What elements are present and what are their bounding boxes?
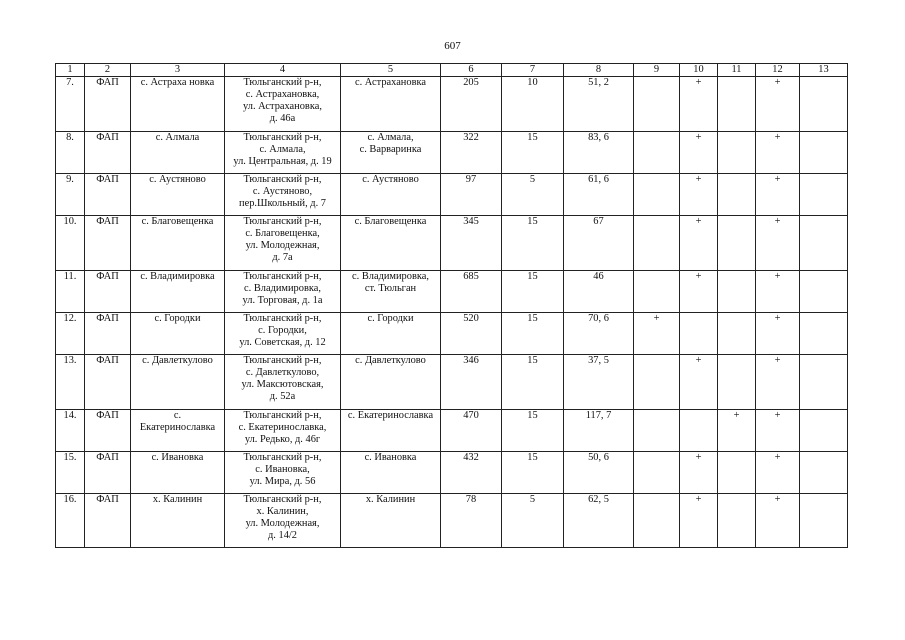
col-9-mark bbox=[634, 494, 680, 548]
facility-type: ФАП bbox=[85, 452, 131, 494]
table-row bbox=[56, 132, 848, 174]
settlement-name: с. Алмала bbox=[131, 132, 225, 174]
col-12-mark: + bbox=[756, 355, 800, 410]
distance: 15 bbox=[502, 410, 564, 452]
served-settlements: с. Екатеринославка bbox=[341, 410, 441, 452]
distance: 15 bbox=[502, 216, 564, 271]
col-11-mark bbox=[718, 77, 756, 132]
population: 346 bbox=[441, 355, 502, 410]
population: 470 bbox=[441, 410, 502, 452]
area: 50, 6 bbox=[564, 452, 634, 494]
column-header: 5 bbox=[341, 64, 441, 77]
col-13-mark bbox=[800, 410, 848, 452]
area: 67 bbox=[564, 216, 634, 271]
distance: 15 bbox=[502, 132, 564, 174]
col-12-mark: + bbox=[756, 271, 800, 313]
facility-type: ФАП bbox=[85, 77, 131, 132]
table-row bbox=[56, 410, 848, 452]
settlement-name: с. Астраха новка bbox=[131, 77, 225, 132]
area: 46 bbox=[564, 271, 634, 313]
col-11-mark bbox=[718, 452, 756, 494]
served-settlements: с. Давлеткулово bbox=[341, 355, 441, 410]
row-number: 12. bbox=[56, 313, 85, 355]
population: 520 bbox=[441, 313, 502, 355]
col-10-mark: + bbox=[680, 452, 718, 494]
col-10-mark: + bbox=[680, 271, 718, 313]
area: 70, 6 bbox=[564, 313, 634, 355]
served-settlements: с. Владимировка, ст. Тюльган bbox=[341, 271, 441, 313]
area: 117, 7 bbox=[564, 410, 634, 452]
col-12-mark: + bbox=[756, 452, 800, 494]
col-10-mark: + bbox=[680, 77, 718, 132]
column-header: 3 bbox=[131, 64, 225, 77]
table-body bbox=[56, 77, 848, 548]
column-header: 10 bbox=[680, 64, 718, 77]
col-13-mark bbox=[800, 132, 848, 174]
address: Тюльганский р-н, с. Астрахановка, ул. Астрахановка, д. 46а bbox=[225, 77, 341, 132]
address: Тюльганский р-н, с. Аустяново, пер.Школьный, д. 7 bbox=[225, 174, 341, 216]
population: 345 bbox=[441, 216, 502, 271]
col-10-mark: + bbox=[680, 174, 718, 216]
address: Тюльганский р-н, с. Владимировка, ул. Торговая, д. 1а bbox=[225, 271, 341, 313]
distance: 15 bbox=[502, 271, 564, 313]
col-12-mark: + bbox=[756, 174, 800, 216]
col-13-mark bbox=[800, 355, 848, 410]
col-12-mark: + bbox=[756, 216, 800, 271]
col-10-mark bbox=[680, 313, 718, 355]
column-header: 11 bbox=[718, 64, 756, 77]
col-9-mark bbox=[634, 216, 680, 271]
table-row bbox=[56, 452, 848, 494]
address: Тюльганский р-н, с. Городки, ул. Советская, д. 12 bbox=[225, 313, 341, 355]
table-row bbox=[56, 216, 848, 271]
area: 83, 6 bbox=[564, 132, 634, 174]
column-header: 13 bbox=[800, 64, 848, 77]
facility-type: ФАП bbox=[85, 271, 131, 313]
column-header: 8 bbox=[564, 64, 634, 77]
address: Тюльганский р-н, х. Калинин, ул. Молодежная, д. 14/2 bbox=[225, 494, 341, 548]
facility-table bbox=[55, 63, 848, 548]
col-9-mark bbox=[634, 410, 680, 452]
table-row bbox=[56, 174, 848, 216]
settlement-name: с. Давлеткулово bbox=[131, 355, 225, 410]
served-settlements: с. Алмала, с. Варваринка bbox=[341, 132, 441, 174]
distance: 15 bbox=[502, 313, 564, 355]
column-header: 1 bbox=[56, 64, 85, 77]
area: 37, 5 bbox=[564, 355, 634, 410]
distance: 15 bbox=[502, 452, 564, 494]
column-header: 12 bbox=[756, 64, 800, 77]
population: 322 bbox=[441, 132, 502, 174]
table-row bbox=[56, 313, 848, 355]
settlement-name: с. Екатеринославка bbox=[131, 410, 225, 452]
col-11-mark bbox=[718, 174, 756, 216]
col-9-mark bbox=[634, 132, 680, 174]
column-header: 2 bbox=[85, 64, 131, 77]
row-number: 11. bbox=[56, 271, 85, 313]
col-13-mark bbox=[800, 313, 848, 355]
col-12-mark: + bbox=[756, 410, 800, 452]
settlement-name: с. Владимировка bbox=[131, 271, 225, 313]
col-11-mark bbox=[718, 216, 756, 271]
population: 685 bbox=[441, 271, 502, 313]
col-13-mark bbox=[800, 216, 848, 271]
distance: 15 bbox=[502, 355, 564, 410]
row-number: 15. bbox=[56, 452, 85, 494]
col-9-mark: + bbox=[634, 313, 680, 355]
area: 61, 6 bbox=[564, 174, 634, 216]
col-12-mark: + bbox=[756, 132, 800, 174]
population: 432 bbox=[441, 452, 502, 494]
column-header: 4 bbox=[225, 64, 341, 77]
settlement-name: х. Калинин bbox=[131, 494, 225, 548]
facility-type: ФАП bbox=[85, 494, 131, 548]
facility-type: ФАП bbox=[85, 313, 131, 355]
served-settlements: с. Благовещенка bbox=[341, 216, 441, 271]
col-10-mark: + bbox=[680, 494, 718, 548]
col-12-mark: + bbox=[756, 494, 800, 548]
col-9-mark bbox=[634, 174, 680, 216]
row-number: 10. bbox=[56, 216, 85, 271]
facility-type: ФАП bbox=[85, 216, 131, 271]
col-10-mark: + bbox=[680, 132, 718, 174]
col-9-mark bbox=[634, 271, 680, 313]
distance: 5 bbox=[502, 174, 564, 216]
served-settlements: х. Калинин bbox=[341, 494, 441, 548]
col-11-mark bbox=[718, 271, 756, 313]
col-13-mark bbox=[800, 174, 848, 216]
settlement-name: с. Городки bbox=[131, 313, 225, 355]
col-10-mark: + bbox=[680, 355, 718, 410]
col-13-mark bbox=[800, 494, 848, 548]
served-settlements: с. Ивановка bbox=[341, 452, 441, 494]
table-row bbox=[56, 77, 848, 132]
distance: 5 bbox=[502, 494, 564, 548]
served-settlements: с. Городки bbox=[341, 313, 441, 355]
facility-type: ФАП bbox=[85, 132, 131, 174]
address: Тюльганский р-н, с. Алмала, ул. Центральная, д. 19 bbox=[225, 132, 341, 174]
header-row bbox=[56, 64, 848, 77]
served-settlements: с. Аустяново bbox=[341, 174, 441, 216]
address: Тюльганский р-н, с. Ивановка, ул. Мира, д. 56 bbox=[225, 452, 341, 494]
settlement-name: с. Благовещенка bbox=[131, 216, 225, 271]
table-row bbox=[56, 355, 848, 410]
col-11-mark bbox=[718, 355, 756, 410]
area: 51, 2 bbox=[564, 77, 634, 132]
facility-type: ФАП bbox=[85, 410, 131, 452]
column-header: 7 bbox=[502, 64, 564, 77]
col-12-mark: + bbox=[756, 313, 800, 355]
col-13-mark bbox=[800, 452, 848, 494]
facility-type: ФАП bbox=[85, 174, 131, 216]
col-11-mark bbox=[718, 494, 756, 548]
row-number: 9. bbox=[56, 174, 85, 216]
population: 205 bbox=[441, 77, 502, 132]
address: Тюльганский р-н, с. Благовещенка, ул. Молодежная, д. 7а bbox=[225, 216, 341, 271]
area: 62, 5 bbox=[564, 494, 634, 548]
row-number: 16. bbox=[56, 494, 85, 548]
table-row bbox=[56, 494, 848, 548]
col-13-mark bbox=[800, 77, 848, 132]
facility-type: ФАП bbox=[85, 355, 131, 410]
col-10-mark: + bbox=[680, 216, 718, 271]
row-number: 13. bbox=[56, 355, 85, 410]
page-number: 607 bbox=[444, 40, 461, 52]
col-9-mark bbox=[634, 77, 680, 132]
row-number: 7. bbox=[56, 77, 85, 132]
settlement-name: с. Аустяново bbox=[131, 174, 225, 216]
column-header: 6 bbox=[441, 64, 502, 77]
settlement-name: с. Ивановка bbox=[131, 452, 225, 494]
col-11-mark: + bbox=[718, 410, 756, 452]
col-10-mark bbox=[680, 410, 718, 452]
col-11-mark bbox=[718, 313, 756, 355]
address: Тюльганский р-н, с. Давлеткулово, ул. Максютовская, д. 52а bbox=[225, 355, 341, 410]
population: 97 bbox=[441, 174, 502, 216]
col-9-mark bbox=[634, 355, 680, 410]
row-number: 8. bbox=[56, 132, 85, 174]
col-13-mark bbox=[800, 271, 848, 313]
population: 78 bbox=[441, 494, 502, 548]
col-9-mark bbox=[634, 452, 680, 494]
column-header: 9 bbox=[634, 64, 680, 77]
col-11-mark bbox=[718, 132, 756, 174]
distance: 10 bbox=[502, 77, 564, 132]
table-row bbox=[56, 271, 848, 313]
served-settlements: с. Астрахановка bbox=[341, 77, 441, 132]
address: Тюльганский р-н, с. Екатеринославка, ул. Редько, д. 46г bbox=[225, 410, 341, 452]
col-12-mark: + bbox=[756, 77, 800, 132]
row-number: 14. bbox=[56, 410, 85, 452]
